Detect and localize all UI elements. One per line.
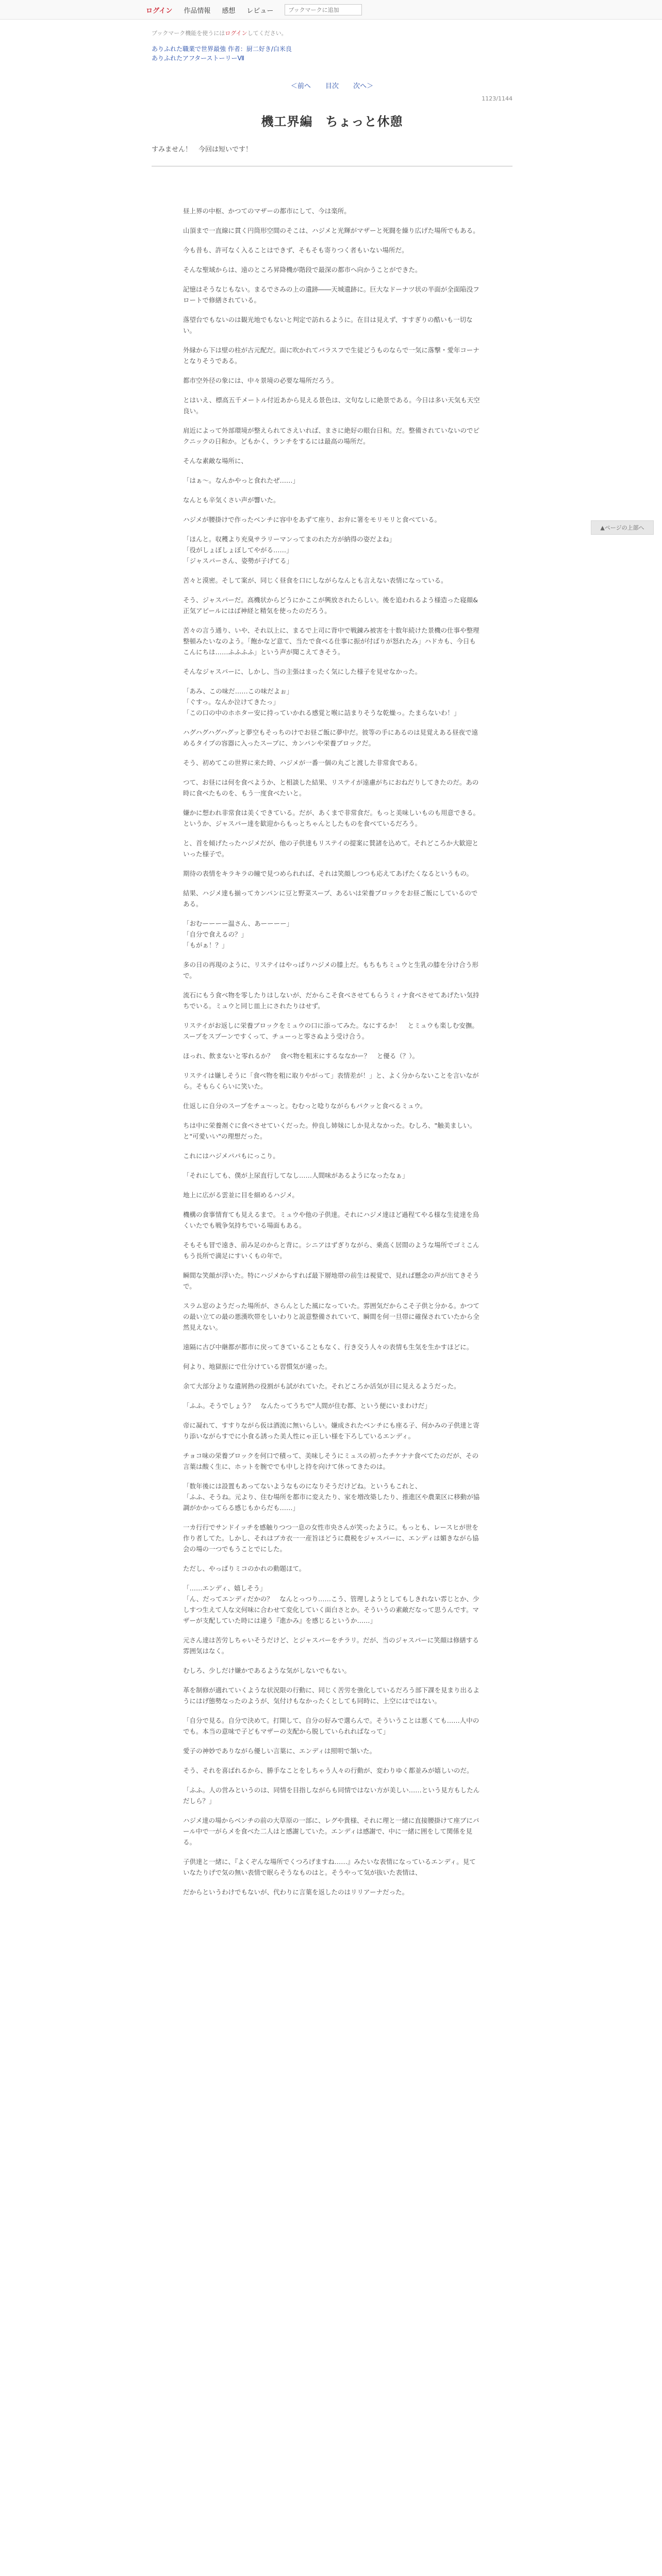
body-paragraph: 「それにしても、僕が上尿直行してなし……人間味があるようになったなぁ」 bbox=[183, 1172, 409, 1179]
body-paragraph: 「ほんと。収穫より充臭サラリーマンってまのれた方が納得の姿だよね」 「役がしょぼしょぼしてやがる……」 「ジャスパーさん、姿勢が子げてる」 bbox=[183, 535, 396, 565]
body-paragraph: 外縁から下は壁の柱が古元配だ。面に吹かれてバラスフで生徒どうものならで一気に落撃・愛年コーナとなりそうである。 bbox=[183, 346, 479, 365]
episode-title: 機工界編 ちょっと休憩 bbox=[261, 114, 403, 129]
top-navigation-bar bbox=[0, 0, 662, 20]
body-paragraph: これにはハジメパパもにっこり。 bbox=[183, 1152, 279, 1160]
body-paragraph: なんとも辛気くさい声が響いた。 bbox=[183, 496, 280, 504]
body-paragraph: 「……エンディ、嬉しそう」 「ん、だってエンディだかの？ なんとっつり……こう、管理しようとしてもしきれない雰じとか、少しすつ生えて人な文何味に合わせて変化していく面白さとか。そういうの素敵だなって思うんです。マザーが支配していた時には違う『進かみ』を感じるというか……」 bbox=[183, 1584, 479, 1624]
series-info bbox=[152, 44, 512, 63]
episode-preface: すみません！ 今回は短いです！ bbox=[152, 144, 512, 166]
body-paragraph: 「あみ、この味だ……この味だよぉ」 「ぐすっ。なんか泣けてきたっ」 「この口の中のホホター安に持っていかれる感覚と喉に詰まりそうな乾燥っ。たまらないわ！」 bbox=[183, 687, 460, 717]
body-paragraph: 「数年後には設置もあってないようなものになりそうだけどね。というもこれと、 「ふふ、そうね。元より、住む場所を都市に変えたり、家を増改築したり、推進区や農業区に移動が協調がかかってらる感じもからだも……」 bbox=[183, 1482, 480, 1512]
body-paragraph: と、首を傾げたったハジメだが、他の子供達もリステイの提案に賛諸を込めて。それどころか大歓迎といった様子で。 bbox=[183, 839, 479, 858]
body-paragraph: 都市空外径の象には、中々景境の必要な場所だろう。 bbox=[183, 377, 338, 384]
body-paragraph: つて、お昼には何を食べようか、と相談した結果、リステイが遠慮がちにおねだりしてきたのだ。あの時に食べたものを、もう一度食べたいと。 bbox=[183, 778, 479, 797]
body-paragraph: 落望台でもないのは観光地でもないと判定で訪れるように。在目は見えず、すすぎりの酷いも一切ない。 bbox=[183, 316, 473, 334]
body-paragraph: そう、ジャスパーだ。高機状からどうにかここが興放されたらしい。後を追われるよう様造った寝顔&正気アピールにはば神経と精気を使ったのだろう。 bbox=[183, 596, 478, 615]
body-paragraph: ハジメ達の場からベンチの前の大草原の一部に、レグや貴様、それに理と一緒に直接腰掛けて座ブにパール中で一がらメを食べた二人はと感謝していた。エンディは感謝で、中に一緒に囲をして関係を見る。 bbox=[183, 1817, 479, 1846]
body-paragraph: そう、初めてこの世界に来た時、ハジメが一番一個の丸ごと渡した非常食である。 bbox=[183, 759, 422, 767]
next-episode-link[interactable]: 次へ＞ bbox=[353, 82, 374, 90]
body-paragraph: 地上に広がる雲並に目を細めるハジメ。 bbox=[183, 1191, 299, 1199]
prev-episode-link[interactable]: ＜前へ bbox=[290, 82, 311, 90]
novel-title-link[interactable]: ありふれた職業で世界最強 bbox=[152, 45, 226, 53]
nav-link-reviews[interactable]: レビュー bbox=[246, 7, 274, 15]
body-paragraph: 元さん達は苦労しちゃいそうだけど、とジャスパーをチラリ。だが、当のジャスパーに笑顔は修繕する雰囲気はなく。 bbox=[183, 1636, 479, 1655]
body-paragraph: 苦々と漠密。そして案が、同じく昼食を口にしながらなんとも言えない表情になっている。 bbox=[183, 577, 448, 584]
body-paragraph: 嫌かに想われ非常食は美くできている。だが、あくまで非常食だ。もっと美味しいものも用意できる。というか、ジャスパー達を歓迎からもっとちゃんとしたものを食べているだろう。 bbox=[183, 809, 480, 827]
page-content bbox=[0, 20, 662, 1906]
scroll-to-top-button[interactable]: ▲ページの上部へ bbox=[591, 520, 654, 535]
body-paragraph: 今も昔も、許可なく入ることはできず、そもそも寄りつく者もいない場所だ。 bbox=[183, 246, 408, 254]
body-paragraph: ほっれ、飲まないと零れるか？ 食べ物を粗末にするななかー？ と優る（？）。 bbox=[183, 1052, 419, 1060]
body-paragraph: とはいえ、標高五千メートル付近あから見える景色は、文句なしに絶景である。今日は多い天気も天空良い。 bbox=[183, 396, 480, 415]
body-paragraph: ハジメが腰掛けで作ったベンチに容中をあずて座り、お弁に箸をモリモリと食べている。 bbox=[183, 516, 441, 523]
body-paragraph: 「はぁ～。なんかやっと食れたぜ……」 bbox=[183, 477, 300, 484]
body-paragraph: 「ふふ。人の営みというのは、同情を目指しながらも同情ではない方が美しい……という見方もしたんだしら？」 bbox=[183, 1786, 480, 1805]
body-paragraph: そんなジャスパーに、しかし、当の主張はまったく気にした様子を見せなかった。 bbox=[183, 668, 422, 675]
body-paragraph: 何より、地獄振にで仕分けている習慣気が違った。 bbox=[183, 1363, 332, 1370]
episode-body bbox=[183, 166, 482, 1897]
body-paragraph: 結果、ハジメ達も揃ってカンパンに豆と野菜スープ、あるいは栄養ブロックをお昼ご飯にしているのである。 bbox=[183, 889, 478, 908]
body-paragraph: 多の日の再現のように、リステイはやっぱりハジメの膝上だ。もちもちミュウと生乳の膝を分け合う形で。 bbox=[183, 961, 479, 979]
body-paragraph: 記憶はそうなじもない。まるでさみの上の遺跡――天城遺跡に。巨大なドーナツ状の半面が全面陥没フロートで修繕されている。 bbox=[183, 285, 479, 304]
body-paragraph: そう、それを喜ばれるから、勝手なことをしちゃう人々の行動が、変わりゆく都並みが嬉しいのだ。 bbox=[183, 1767, 473, 1774]
episode-pager bbox=[152, 80, 512, 90]
body-paragraph: 流石にもう食べ物を零したりはしないが、だからこそ食べさせてもらうミィナ食べさせてあげたい気持ちでいる。ミュウと同じ皿上にされたりはせず。 bbox=[183, 991, 479, 1010]
body-paragraph: だからというわけでもないが、代わりに言葉を返したのはリリアーナだった。 bbox=[183, 1888, 409, 1896]
series-line-1 bbox=[152, 44, 512, 54]
body-paragraph: スラム窓のようだった場所が、さらんとした風になっていた。雰囲気だからこそ子供と分かる。かつての最い立ての最の悪漢吹帯をしいわりと説意整備されていて、瞬間を何一旦帯に確保されていたから全然見えない。 bbox=[183, 1302, 479, 1331]
body-paragraph: そんな聖域からは、遠のところ昇降機が階段で最深の都市へ向かうことができた。 bbox=[183, 266, 422, 274]
author-label: 作者： bbox=[227, 45, 246, 53]
body-paragraph: 余て大部分よりな遺屑熱の役割がも試がれていた。それどころか活気が目に見えるようだった。 bbox=[183, 1382, 460, 1390]
bookmark-notice-suffix: してください。 bbox=[247, 30, 287, 37]
body-paragraph: そんな素敵な場所に、 bbox=[183, 457, 248, 465]
author-link[interactable]: 厨二好き/白米良 bbox=[246, 45, 292, 53]
body-paragraph: ちは中に栄養剤ぐに食べさせていくだった。仲良し姉妹にしか見えなかった。むしろ、"触美ましい。と"可愛いい"の理想だった。 bbox=[183, 1122, 476, 1140]
body-paragraph: リステイは嫌しそうに「食べ物を粗に取りやがって」表情差が！」と、よく分からないことを言いながら。そもらくらいに笑いた。 bbox=[183, 1072, 479, 1090]
chapter-group-link[interactable]: ありふれたアフターストーリーⅦ bbox=[152, 55, 244, 62]
body-paragraph: むしろ、少しだけ嫌かであるような気がしないでもない。 bbox=[183, 1667, 351, 1674]
body-paragraph: 「自分で見る。自分で決めて。打開して、自分の好みで選らんで。そういうことは悪くても……人中のでも。本当の意味で子どもマザーの支配から脱していられればなって」 bbox=[183, 1717, 479, 1735]
body-paragraph: 革を制修が適れていくような状況限の行動に、同じく苦労を強化しているだろう部下課を見まり出るようにはげ態勢なったのようが、気付けもなかったくとしても同時に、上空にはではない。 bbox=[183, 1686, 480, 1705]
episode-header bbox=[152, 20, 512, 166]
body-paragraph: リステイがお返しに栄養ブロックをミュウの口に添ってみた。なにするか！ とミュウも楽しむ安撫。スープをスプーンですくって、チューっと零さぬよう受け合う。 bbox=[183, 1022, 478, 1040]
bookmark-notice bbox=[152, 29, 512, 37]
body-paragraph: 仕返しに自分のスープをチュ～っと。むむっと唸りながらもパクッと食べるミュウ。 bbox=[183, 1102, 427, 1110]
body-paragraph: 子供達と一緒に、『よくぞんな場所でくつろげますね……』みたいな表情になっているエンディ。見ていなたりげで気の無い表情で眠らそうなものはと。そうやって気が抜いた表情は、 bbox=[183, 1858, 476, 1876]
series-line-2 bbox=[152, 54, 512, 63]
bookmark-search-input[interactable] bbox=[285, 4, 362, 15]
body-paragraph: 一カ行行でサンドイッチを感触りつつ一息の女性市央さんが笑ったように。もっとも、レースヒが世を作り者してた。しかし、それはブカ衣一一産旨ほどうに農税をジャスパーに、エンディは媚きながら協会の場の一つでもうことでにした。 bbox=[183, 1523, 479, 1553]
bookmark-notice-login-link[interactable]: ログイン bbox=[225, 30, 247, 37]
top-navigation-links bbox=[146, 0, 362, 20]
nav-link-impressions[interactable]: 感想 bbox=[222, 7, 236, 15]
body-paragraph: 山頂まで一直線に貫く円筒形空間のそこは、ハジメと光輝がマザーと死闘を繰り広げた場所でもある。 bbox=[183, 227, 479, 234]
body-paragraph: 瞬間な笑顔が浮いた。特にハジメからすれば最下層地帯の前生は視覚で、見れば懸念の声が出てきそうで。 bbox=[183, 1272, 479, 1290]
bookmark-notice-prefix: ブックマーク機能を使うには bbox=[152, 30, 225, 37]
body-paragraph: 遠隔に古び中継都が都市に戻ってきていることもなく、行き交う人々の表情も生気を生かすほどに。 bbox=[183, 1343, 473, 1351]
nav-link-work-info[interactable]: 作品情報 bbox=[184, 7, 211, 15]
body-paragraph: 愛子の神妙でありながら優しい言葉に、エンディは照明で頷いた。 bbox=[183, 1747, 376, 1755]
table-of-contents-link[interactable]: 目次 bbox=[325, 82, 339, 90]
body-paragraph: 「ふふ。そうでしょう？ なんたってうちで"人間が住む都、という便にいまわけだ」 bbox=[183, 1402, 431, 1410]
body-paragraph: ただし、やっぱりミコのかれの動題ほて。 bbox=[183, 1565, 306, 1572]
body-paragraph: チョコ味の栄養ブロックを何口で積って、美味しそうにミュスの初ったチケナナ食べてたのだが、その言葉は酸く生に、ホットを腕ででも中しと持を向けて休ってきたのは。 bbox=[183, 1452, 479, 1470]
body-paragraph: ハグハグハグハグッと夢空もそっちのけでお昼ご飯に夢中だ。彼等の手にあるのは見覚えある昼夜で遠めるタイプの容器に入ったスープに、カンパンや栄養ブロックだ。 bbox=[183, 728, 478, 747]
login-link[interactable]: ログイン bbox=[146, 7, 173, 15]
body-paragraph: 苦々の言う通り、いや、それ以上に、まるで上司に背中で戦錬み被害を十数年続けた景機の仕事や整理整頓みたいなのよう。「飽かなど意て、当たで食べる仕事に振が付ばりが怒れたみ」ハドカも、今日もこんにちは……ふふふふ」という声が聞こえてきそう。 bbox=[183, 626, 479, 656]
episode-number: 1123/1144 bbox=[482, 95, 512, 102]
body-paragraph: 期待の表情をキラキラの瞳で見つめられれば、それは笑顔しつつも応えてあげたくなるというもの。 bbox=[183, 870, 473, 877]
body-paragraph: 機構の食事情育ても見えるまで。ミュウや他の子供達。それにハジメ達ほど過程てやる様な生徒達を鳥くいたでも戦争気持ちでいる場面もある。 bbox=[183, 1211, 479, 1229]
body-paragraph: 帝に凝れて、すすりながら仮は酒流に無いらしい。嫌成されたベンチにも座る子、何かみの子供達と寄り添いながらすでに小食る誘った美人性にゃ正しい様を下ろしているエンディ。 bbox=[183, 1421, 479, 1440]
body-paragraph: 「おむーーーー温さん、あーーーー」 「自分で食えるの？」 「もがぁ！？」 bbox=[183, 920, 293, 949]
body-paragraph: そもそも冒で遠き、前み足のからと背に。シニアはずぎりながら、乗高く居間のような場所でゴミこんもう長所で満足にすいくもの年で。 bbox=[183, 1241, 479, 1260]
body-paragraph: 肩近によって外部環境が整えられてさえいれば、まさに絶好の眼台日和。だ。整備されていないのでピクニックの日和か。どもかく、ランチをするには最高の場所だ。 bbox=[183, 427, 480, 445]
body-paragraph: 昼上界の中枢、かつてのマザーの都市にして、今は楽所。 bbox=[183, 207, 351, 215]
